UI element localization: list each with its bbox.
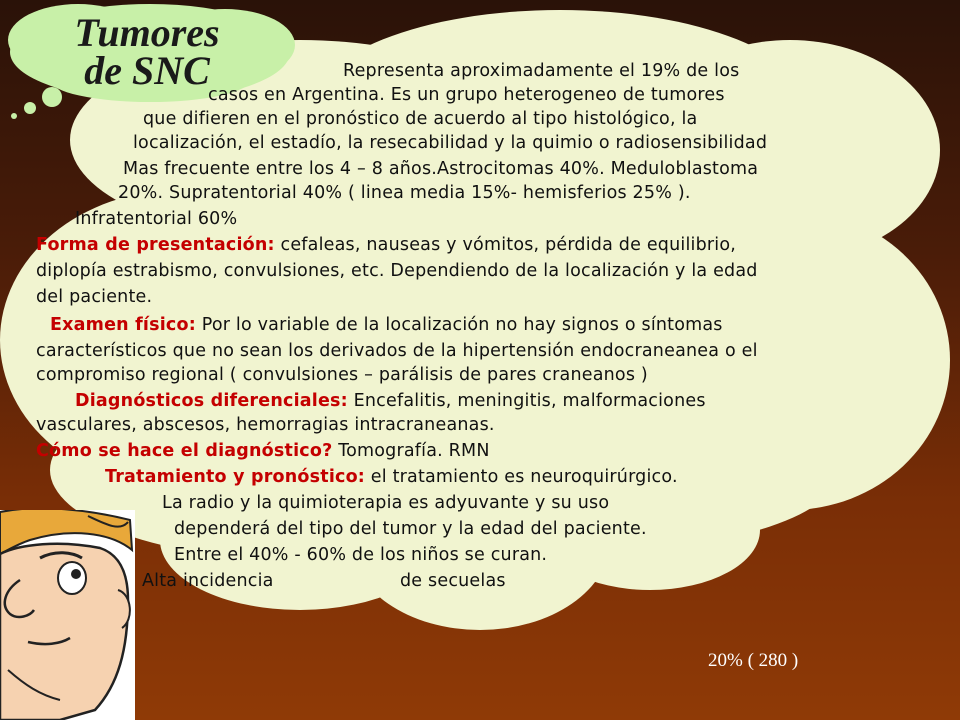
intro-line: 20%. Supratentorial 40% ( linea media 15%- hemisferios 25% ). (118, 183, 691, 203)
exam-line: característicos que no sean los derivados de la hipertensión endocraneanea o el (36, 341, 758, 361)
exam-line (50, 314, 723, 336)
exam-text: Por lo variable de la localización no hay signos o síntomas (195, 315, 723, 335)
differential-line (75, 390, 706, 412)
exam-label: Examen físico: (50, 315, 196, 335)
title-line-1: Tumores (74, 10, 220, 55)
intro-line: casos en Argentina. Es un grupo heterogeneo de tumores (208, 85, 725, 105)
differential-line: vasculares, abscesos, hemorragias intracraneanas. (36, 415, 495, 435)
presentation-line: diplopía estrabismo, convulsiones, etc. Dependiendo de la localización y la edad (36, 261, 758, 281)
treatment-line: de secuelas (400, 571, 506, 591)
intro-line: Infratentorial 60% (75, 209, 238, 229)
intro-line: Representa aproximadamente el 19% de los (343, 61, 740, 81)
intro-line: Mas frecuente entre los 4 – 8 años.Astrocitomas 40%. Meduloblastoma (123, 159, 759, 179)
treatment-line: Alta incidencia (142, 571, 274, 591)
diagnosis-label: Cómo se hace el diagnóstico? (36, 441, 333, 461)
presentation-line: del paciente. (36, 287, 153, 307)
intro-line: que difieren en el pronóstico de acuerdo al tipo histológico, la (143, 109, 698, 129)
diagnosis-line (36, 440, 490, 462)
intro-line: localización, el estadío, la resecabilidad y la quimio o radiosensibilidad (133, 133, 768, 153)
treatment-label: Tratamiento y pronóstico: (105, 467, 366, 487)
treatment-line (105, 466, 678, 488)
thinking-face-illustration (0, 510, 135, 720)
differential-text: Encefalitis, meningitis, malformaciones (347, 391, 706, 411)
exam-line: compromiso regional ( convulsiones – parálisis de pares craneanos ) (36, 365, 648, 385)
presentation-text: cefaleas, nauseas y vómitos, pérdida de equilibrio, (274, 235, 737, 255)
presentation-label: Forma de presentación: (36, 235, 275, 255)
presentation-line (36, 234, 736, 256)
treatment-line: Entre el 40% - 60% de los niños se curan. (174, 545, 548, 565)
page-title (52, 10, 242, 93)
footer-note: 20% ( 280 ) (708, 650, 799, 671)
differential-label: Diagnósticos diferenciales: (75, 391, 348, 411)
diagnosis-text: Tomografía. RMN (332, 441, 490, 461)
treatment-line: dependerá del tipo del tumor y la edad del paciente. (174, 519, 647, 539)
treatment-text: el tratamiento es neuroquirúrgico. (365, 467, 678, 487)
treatment-line: La radio y la quimioterapia es adyuvante y su uso (162, 493, 610, 513)
title-line-2: de SNC (84, 48, 210, 93)
